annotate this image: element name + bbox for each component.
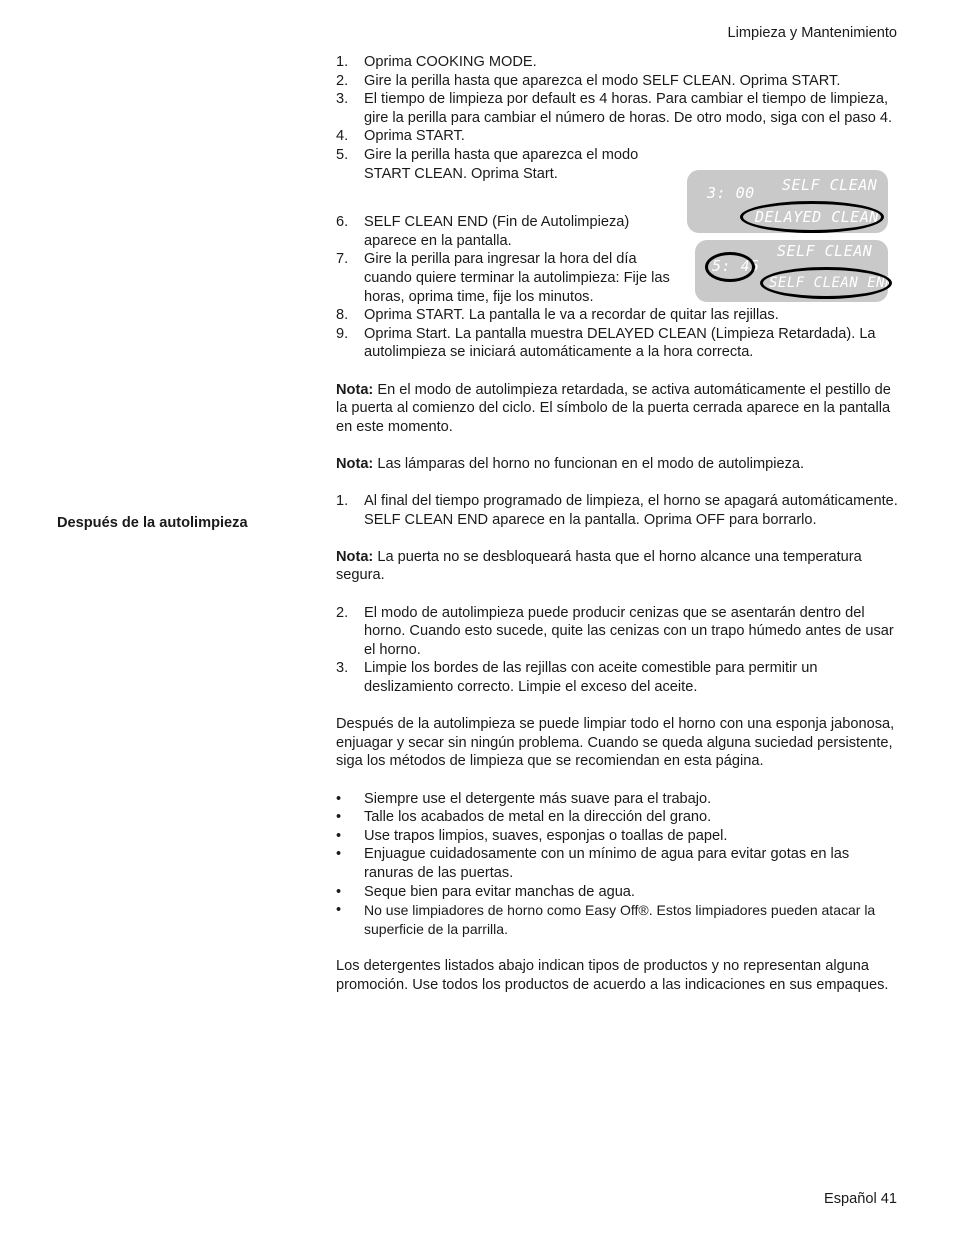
- list-item: • No use limpiadores de horno como Easy Off®. Estos limpiadores pueden atacar la superficie de la parrilla.: [336, 902, 876, 937]
- list-item: 4. Oprima START.: [336, 128, 465, 145]
- list-item: 1. Al final del tiempo programado de limpieza, el horno se apagará automáticamente. SELF CLEAN END aparece en la pantalla. Oprima OFF para borrarlo.: [336, 493, 898, 528]
- list-item: • Talle los acabados de metal en la dirección del grano.: [336, 809, 712, 826]
- page-footer: Español 41: [823, 1191, 897, 1207]
- list-item: • Seque bien para evitar manchas de agua.: [336, 883, 635, 900]
- self-clean-steps-continued: [336, 213, 900, 362]
- note-lamps: Nota: Las lámparas del horno no funcionan en el modo de autolimpieza.: [336, 455, 805, 472]
- section-heading-after-self-clean: Después de la autolimpieza: [57, 515, 248, 531]
- list-item: • Enjuague cuidadosamente con un mínimo de agua para evitar gotas en las ranuras de las puertas.: [336, 846, 850, 881]
- list-item: 8. Oprima START. La pantalla le va a recordar de quitar las rejillas.: [336, 307, 779, 324]
- after-clean-steps-continued: [336, 604, 900, 697]
- display-status: DELAYED CLEAN: [755, 208, 879, 226]
- list-item: • Siempre use el detergente más suave para el trabajo.: [336, 790, 712, 807]
- list-item: 2. Gire la perilla hasta que aparezca el modo SELF CLEAN. Oprima START.: [336, 72, 841, 89]
- after-clean-steps: [336, 492, 900, 529]
- paragraph-after-clean: Después de la autolimpieza se puede limpiar todo el horno con una esponja jabonosa, enjuagar y secar sin ningún problema. Cuando se queda alguna suciedad persistente, siga los métodos de limpieza que se recomiendan en esta página.: [336, 716, 895, 770]
- display-status: SELF CLEAN END: [769, 275, 895, 291]
- list-item: 9. Oprima Start. La pantalla muestra DELAYED CLEAN (Limpieza Retardada). La autolimpieza se iniciará automáticamente a la hora correcta.: [336, 325, 876, 361]
- list-item: 6. SELF CLEAN END (Fin de Autolimpieza) aparece en la pantalla.: [336, 214, 630, 249]
- display-mode: SELF CLEAN: [777, 242, 873, 260]
- display-time: 3: 00: [707, 184, 755, 202]
- list-item: • Use trapos limpios, suaves, esponjas o toallas de papel.: [336, 827, 728, 844]
- list-item: 1. Oprima COOKING MODE.: [336, 54, 537, 70]
- list-item: 5. Gire la perilla hasta que aparezca el modo START CLEAN. Oprima Start.: [336, 146, 639, 182]
- paragraph-detergents: Los detergentes listados abajo indican tipos de productos y no representan alguna promoción. Use todos los productos de acuerdo a las indicaciones en sus empaques.: [336, 957, 889, 993]
- list-item: 3. Limpie los bordes de las rejillas con aceite comestible para permitir un deslizamiento correcto. Limpie el exceso del aceite.: [336, 660, 818, 695]
- note-delayed-clean: Nota: En el modo de autolimpieza retardada, se activa automáticamente el pestillo de la puerta al comienzo del ciclo. El símbolo de la puerta cerrada aparece en la pantalla en este momento.: [336, 381, 891, 435]
- note-door-lock: Nota: La puerta no se desbloqueará hasta que el horno alcance una temperatura segura.: [336, 548, 862, 584]
- list-item: 3. El tiempo de limpieza por default es 4 horas. Para cambiar el tiempo de limpieza, gire la perilla para cambiar el número de horas. De otro modo, siga con el paso 4.: [336, 91, 893, 126]
- display-mode: SELF CLEAN: [782, 176, 878, 194]
- display-time: 5: 45: [712, 257, 760, 275]
- page-header: Limpieza y Mantenimiento: [727, 25, 897, 41]
- cleaning-tips-list: [336, 790, 900, 939]
- list-item: 2. El modo de autolimpieza puede producir cenizas que se asentarán dentro del horno. Cuando esto sucede, quite las cenizas con un trapo húmedo antes de usar el horno.: [336, 604, 894, 658]
- main-content: [336, 53, 900, 994]
- list-item: 7. Gire la perilla para ingresar la hora del día cuando quiere terminar la autolimpieza: Fije las horas, oprima time, fije los minutos.: [336, 251, 670, 305]
- self-clean-steps: [336, 53, 900, 183]
